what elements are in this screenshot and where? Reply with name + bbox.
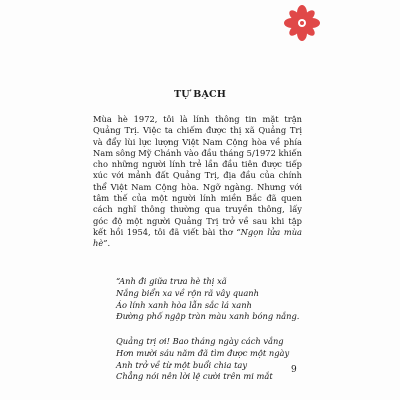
page-number: 9 xyxy=(291,365,297,375)
poem-line: Đường phố ngập tràn màu xanh bóng nắng. xyxy=(116,311,300,322)
poem-line: Áo lính xanh hòa lẫn sắc lá xanh xyxy=(116,299,252,310)
poem-line: Hơn mười sáu năm đã tìm được một ngày xyxy=(116,347,290,358)
poem-title-inline: “Ngọn lửa mùa hè” xyxy=(93,226,302,249)
intro-paragraph xyxy=(93,114,302,250)
poem-line: Anh trở về từ một buổi chia tay xyxy=(116,359,248,370)
chapter-title: TỰ BẠCH xyxy=(174,89,226,100)
poem-line: “Anh đi giữa trưa hè thị xã xyxy=(116,276,227,286)
paragraph-body: Mùa hè 1972, tôi là lính thông tin mặt trận Quảng Trị. Việc ta chiếm được thị xã Quảng Trị và đẩy lùi lực lượng Việt Nam Cộng hòa về phía Nam sông Mỹ Chánh vào đầu tháng 5/1972 khiến cho những người lính trẻ lần đầu tiên được tiếp xúc với mảnh đất Quảng Trị, địa đầu của chính thể Việt Nam Cộng hòa. Ngỡ ngàng. Nhưng với tâm thế của một người lính miền Bắc đã quen cách nghĩ thông thường qua truyền thông, lấy góc độ một người Quảng Trị trở về sau khi tập kết hồi 1954, tôi đã viết bài thơ xyxy=(93,114,302,237)
poem-line: Nắng biển xa về rộn rã vây quanh xyxy=(116,287,259,298)
poem-line: Chẳng nói nên lời lệ cười trên mi mắt xyxy=(116,371,273,382)
poem-stanza-2 xyxy=(116,336,316,383)
poem-stanza-1 xyxy=(116,276,316,323)
paragraph-text xyxy=(93,114,302,250)
flower-ornament-icon xyxy=(284,5,320,41)
poem-line: Quảng trị ơi! Bao tháng ngày cách vắng xyxy=(116,336,284,346)
paragraph-end: . xyxy=(107,238,111,249)
